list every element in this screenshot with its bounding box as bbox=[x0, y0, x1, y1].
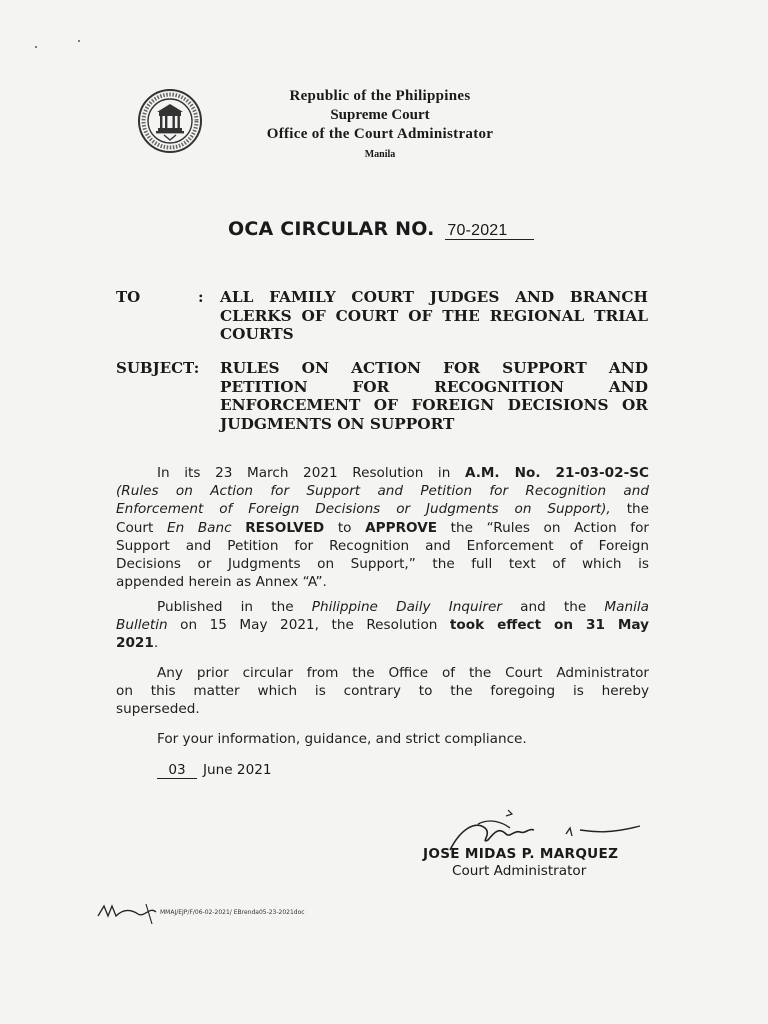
paragraph-compliance bbox=[116, 730, 649, 748]
newspaper-pdi: Philippine Daily Inquirer bbox=[311, 599, 502, 615]
para2-text: and the bbox=[501, 599, 605, 615]
letterhead-supreme-court: Supreme Court bbox=[330, 107, 430, 123]
para1-text: the “Rules on Action for bbox=[437, 519, 650, 536]
letterhead bbox=[230, 87, 530, 164]
para3-text: superseded. bbox=[116, 701, 200, 718]
to-line: COURTS bbox=[220, 325, 294, 343]
file-reference: MMAJ/EJP/F/06-02-2021/ EBrenda05-23-2021doc bbox=[160, 909, 305, 916]
approve-bold: APPROVE bbox=[365, 519, 438, 536]
para1-text: Support and Petition for Recognition and Enforcement of Foreign bbox=[116, 537, 649, 554]
paragraph-supersede bbox=[116, 664, 649, 719]
letterhead-city: Manila bbox=[364, 149, 396, 160]
subject-line: PETITION FOR RECOGNITION AND bbox=[220, 377, 648, 396]
to-label: TO bbox=[116, 288, 141, 306]
para1-text: Decisions or Judgments on Support,” the full text of which is bbox=[116, 556, 649, 573]
to-line: CLERKS OF COURT OF THE REGIONAL TRIAL bbox=[220, 306, 648, 325]
subject-line: ENFORCEMENT OF FOREIGN DECISIONS OR bbox=[220, 396, 648, 414]
para3-text: Any prior circular from the Office of the Court Administrator bbox=[157, 665, 649, 681]
scan-speck bbox=[35, 46, 37, 48]
para1-text: to bbox=[324, 519, 366, 536]
rules-title-italic: Enforcement of Foreign Decisions or Judgments on Support), bbox=[116, 501, 611, 518]
para4-text: For your information, guidance, and strict compliance. bbox=[157, 731, 527, 747]
effectivity-year: 2021 bbox=[116, 635, 154, 652]
circular-heading bbox=[228, 218, 534, 240]
am-number: A.M. No. 21-03-02-SC bbox=[464, 465, 649, 481]
paragraph-resolution bbox=[116, 464, 649, 591]
para1-text: In its 23 March 2021 Resolution in bbox=[157, 465, 465, 481]
paragraph-publication bbox=[116, 598, 649, 653]
subject-text bbox=[220, 359, 648, 433]
letterhead-republic: Republic of the Philippines bbox=[289, 88, 471, 104]
issue-date bbox=[157, 762, 272, 779]
subject-label: SUBJECT: bbox=[116, 359, 200, 377]
effectivity-bold: took effect on 31 May bbox=[449, 617, 649, 634]
para2-text: on 15 May 2021, the Resolution bbox=[167, 617, 450, 634]
letterhead-oca: Office of the Court Administrator bbox=[266, 126, 494, 142]
para3-text: on this matter which is contrary to the foregoing is hereby bbox=[116, 683, 649, 700]
para1-text: the bbox=[610, 501, 649, 518]
para1-text: appended herein as Annex “A”. bbox=[116, 574, 327, 591]
newspaper-bulletin: Bulletin bbox=[116, 617, 168, 634]
circular-number: 70-2021 bbox=[445, 222, 533, 240]
to-colon: : bbox=[198, 288, 204, 306]
en-banc-italic: En Banc bbox=[166, 519, 232, 536]
para1-text: Court bbox=[116, 519, 167, 536]
subject-line: JUDGMENTS ON SUPPORT bbox=[220, 414, 455, 433]
resolved-bold: RESOLVED bbox=[245, 519, 325, 536]
to-line: ALL FAMILY COURT JUDGES AND BRANCH bbox=[220, 288, 648, 306]
para2-text: Published in the bbox=[157, 599, 312, 615]
handwritten-initials bbox=[94, 898, 164, 926]
newspaper-manila: Manila bbox=[604, 599, 649, 615]
court-seal-icon bbox=[137, 88, 203, 154]
date-day: 03 bbox=[157, 762, 197, 779]
rules-title-italic: (Rules on Action for Support and Petition for Recognition and bbox=[116, 483, 649, 500]
signer-title: Court Administrator bbox=[452, 863, 587, 879]
para2-text: . bbox=[153, 635, 159, 652]
to-recipients bbox=[220, 288, 648, 344]
date-month-year: June 2021 bbox=[203, 762, 272, 778]
subject-line: RULES ON ACTION FOR SUPPORT AND bbox=[220, 359, 648, 377]
circular-label: OCA CIRCULAR NO. bbox=[228, 218, 435, 240]
signer-name: JOSE MIDAS P. MARQUEZ bbox=[423, 846, 619, 862]
scan-speck bbox=[78, 40, 80, 42]
